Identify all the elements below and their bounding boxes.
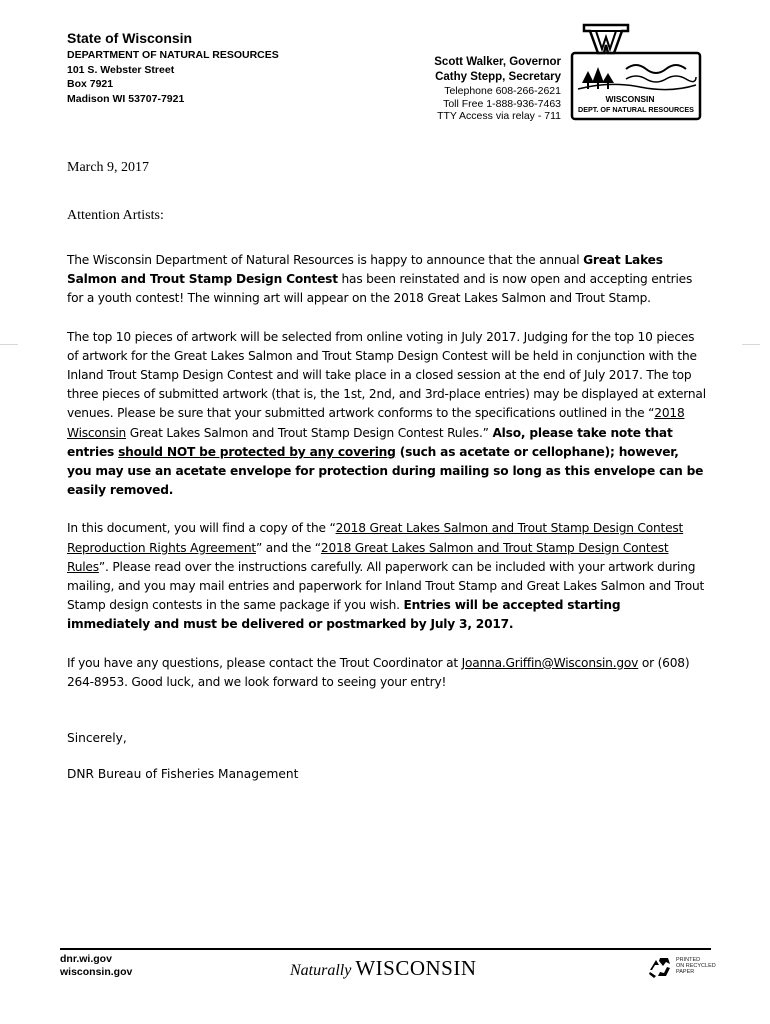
paragraph-announcement bbox=[67, 251, 707, 309]
p3-text-a: In this document, you will find a copy of the “ bbox=[67, 521, 336, 536]
city-zip: Madison WI 53707-7921 bbox=[67, 92, 185, 105]
telephone: Telephone 608-266-2621 bbox=[444, 85, 561, 97]
p2-bold-d: Also, please take note that entries bbox=[67, 425, 673, 459]
secretary-name: Cathy Stepp, Secretary bbox=[435, 71, 561, 83]
footer-rule bbox=[60, 948, 711, 950]
p1-text-c: has been reinstated and is now open and accepting entries for a youth contest! The winning art will appear on the 2018 Great Lakes Salmon and Trout Stamp. bbox=[67, 272, 693, 306]
paragraph-contact bbox=[67, 654, 707, 692]
officials-block bbox=[434, 55, 561, 123]
letter-signature: DNR Bureau of Fisheries Management bbox=[67, 767, 299, 781]
state-name: State of Wisconsin bbox=[67, 30, 193, 46]
p3-text-e: ”. Please read over the instructions carefully. All paperwork can be included with your artwork during mailing, and you may mail entries and paperwork for Inland Trout Stamp and Great Lakes Salmon and Trout Stamp design contests in the same package if you wish. bbox=[67, 559, 705, 613]
department-name: DEPARTMENT OF NATURAL RESOURCES bbox=[67, 49, 279, 61]
letter-salutation: Attention Artists: bbox=[67, 208, 164, 223]
toll-free: Toll Free 1-888-936-7463 bbox=[443, 97, 561, 110]
p2-text-a: The top 10 pieces of artwork will be selected from online voting in July 2017. Judging for the top 10 pieces of artwork for the Great Lakes Salmon and Trout Stamp Design Contest will be held in conjunction with the Inland Trout Stamp Design Contest and will take place in a closed session at the end of July 2017. The top three pieces of submitted artwork (that is, the 1st, 2nd, and 3rd-place entries) may be displayed at external venues. Please be sure that your submitted artwork conforms to the specifications outlined in the “ bbox=[67, 329, 706, 421]
p1-text-a: The Wisconsin Department of Natural Resources is happy to announce that the annual bbox=[67, 253, 584, 267]
wisconsin-text: WISCONSIN bbox=[355, 956, 477, 980]
no-covering-notice: should NOT be protected by any covering bbox=[118, 444, 396, 459]
dnr-logo-icon bbox=[570, 23, 702, 121]
paragraph-documents bbox=[67, 519, 707, 634]
recycled-paper-badge bbox=[646, 954, 716, 980]
right-margin-tick bbox=[742, 344, 760, 345]
p2-text-c: Great Lakes Salmon and Trout Stamp Design Contest Rules.” bbox=[126, 425, 493, 440]
p4-text-a: If you have any questions, please contact the Trout Coordinator at bbox=[67, 655, 462, 670]
recycled-line-2: ON RECYCLED bbox=[676, 963, 716, 969]
street-address: 101 S. Webster Street bbox=[67, 63, 175, 76]
wisconsin-website-link[interactable]: wisconsin.gov bbox=[60, 966, 133, 978]
dnr-website-link[interactable]: dnr.wi.gov bbox=[60, 953, 112, 965]
coordinator-email-link[interactable]: Joanna.Griffin@Wisconsin.gov bbox=[461, 655, 639, 670]
footer-websites bbox=[60, 953, 132, 979]
contest-rules-link[interactable]: 2018 Great Lakes Salmon and Trout Stamp Design Contest Rules bbox=[67, 540, 669, 574]
naturally-wisconsin-wordmark bbox=[290, 956, 477, 981]
agency-address-block bbox=[67, 31, 279, 106]
rules-link[interactable]: 2018 Wisconsin bbox=[67, 406, 685, 440]
deadline-notice: Entries will be accepted starting immediately and must be delivered or postmarked by July 3, 2017. bbox=[67, 598, 621, 632]
tty-access: TTY Access via relay - 711 bbox=[437, 110, 561, 122]
po-box: Box 7921 bbox=[67, 78, 114, 90]
p4-text-c: or (608) 264-8953. Good luck, and we look forward to seeing your entry! bbox=[67, 655, 690, 689]
letter-date: March 9, 2017 bbox=[67, 160, 150, 175]
recycled-line-1: PRINTED bbox=[676, 957, 701, 963]
p3-text-c: ” and the “ bbox=[255, 540, 321, 555]
contest-name-bold: Great Lakes Salmon and Trout Stamp Design Contest bbox=[67, 253, 663, 287]
recycle-icon bbox=[646, 954, 674, 980]
recycled-line-3: PAPER bbox=[676, 969, 695, 975]
paragraph-judging bbox=[67, 328, 707, 501]
rights-agreement-link[interactable]: 2018 Great Lakes Salmon and Trout Stamp Design Contest Reproduction Rights Agreement bbox=[67, 521, 684, 555]
logo-wisconsin-text: WISCONSIN bbox=[605, 94, 655, 104]
naturally-text: Naturally bbox=[290, 962, 352, 979]
governor-name: Scott Walker, Governor bbox=[434, 56, 561, 68]
recycled-text bbox=[676, 957, 716, 975]
letter-body bbox=[67, 251, 707, 711]
letter-closing: Sincerely, bbox=[67, 731, 127, 745]
logo-dept-text: DEPT. OF NATURAL RESOURCES bbox=[578, 105, 694, 114]
left-margin-tick bbox=[0, 344, 18, 345]
p2-bold-f: (such as acetate or cellophane); however, you may use an acetate envelope for protection during mailing so long as this envelope can be easily removed. bbox=[67, 444, 704, 498]
